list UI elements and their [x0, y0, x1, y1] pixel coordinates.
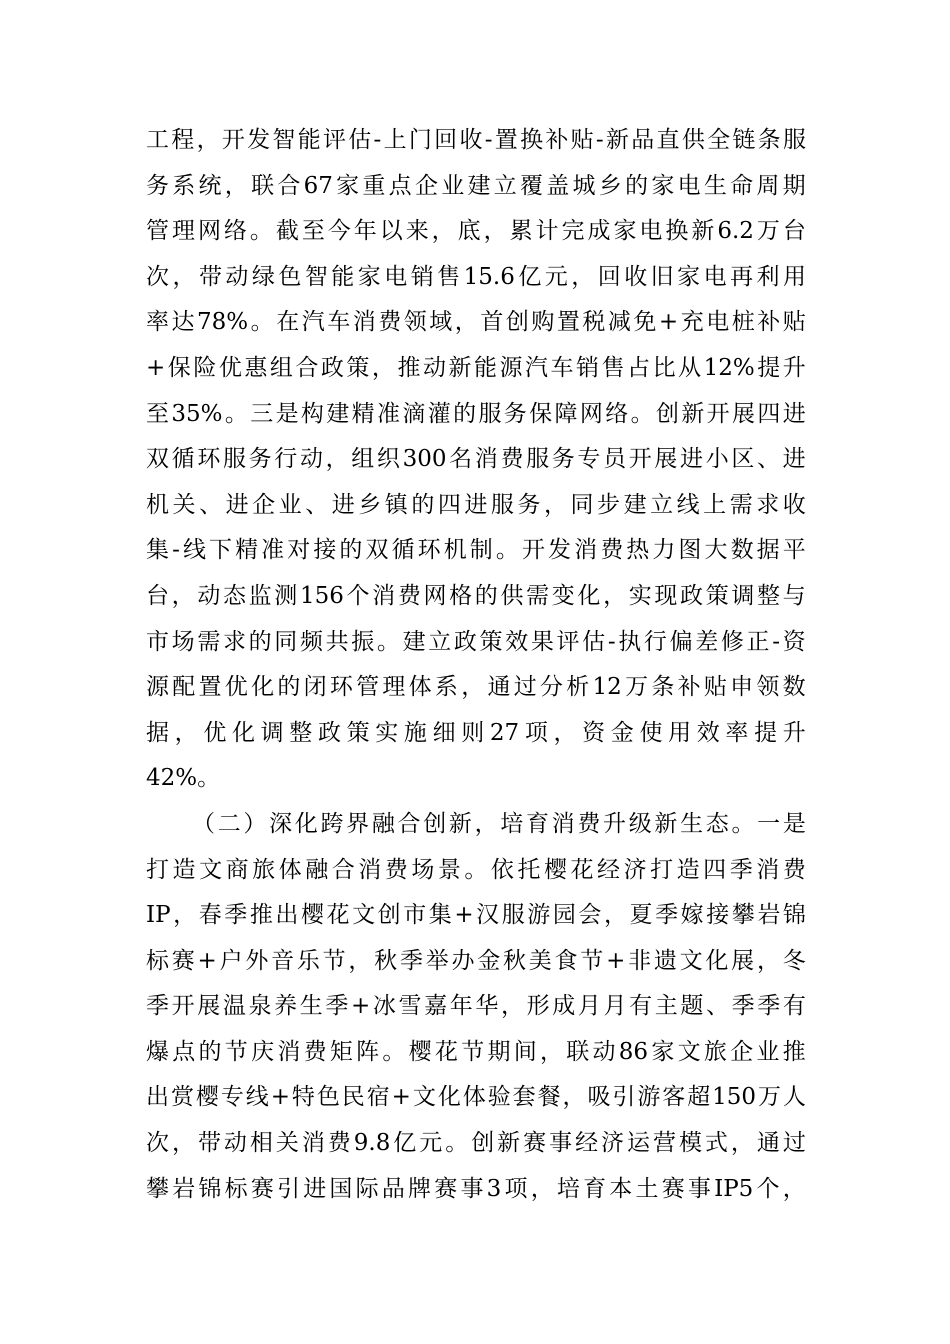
text-line: 打 造 文 商 旅 体 融 合 消 费 场 景 。 依 托 樱 花 经 济 打 造 四 季 消 费 [146, 856, 806, 883]
text-line: 率 达 78% 。 在 汽 车 消 费 领 域 ， 首 创 购 置 税 减 免 + 充 电 桩 补 贴 [146, 309, 806, 336]
text-line: 工 程 ， 开 发 智 能 评 估 - 上 门 回 收 - 置 换 补 贴 - 新 品 直 供 全 链 条 服 [146, 127, 806, 153]
text-line: 据 ， 优 化 调 整 政 策 实 施 细 则 27 项 ， 资 金 使 用 效 率 提 升 [146, 719, 806, 746]
text-line: 42% 。 [146, 765, 221, 792]
body-text [146, 118, 806, 1212]
text-line: 机 关 、 进 企 业 、 进 乡 镇 的 四 进 服 务 ， 同 步 建 立 线 上 需 求 收 [146, 491, 806, 518]
text-line: 出 赏 樱 专 线 + 特 色 民 宿 + 文 化 体 验 套 餐 ， 吸 引 游 客 超 150 万 人 [146, 1084, 806, 1111]
text-line: 台 ， 动 态 监 测 156 个 消 费 网 格 的 供 需 变 化 ， 实 现 政 策 调 整 与 [146, 582, 806, 609]
text-line: 季 开 展 温 泉 养 生 季 + 冰 雪 嘉 年 华 ， 形 成 月 月 有 主 题 、 季 季 有 [146, 993, 806, 1020]
text-line: 务 系 统 ， 联 合 67 家 重 点 企 业 建 立 覆 盖 城 乡 的 家 电 生 命 周 期 [146, 172, 806, 199]
text-line: 集 - 线 下 精 准 对 接 的 双 循 环 机 制 。 开 发 消 费 热 力 图 大 数 据 平 [146, 537, 806, 564]
text-line: 次 ， 带 动 绿 色 智 能 家 电 销 售 15.6 亿 元 ， 回 收 旧 家 电 再 利 用 [146, 263, 806, 290]
text-line: 次 ， 带 动 相 关 消 费 9.8 亿 元 。 创 新 赛 事 经 济 运 营 模 式 ， 通 过 [146, 1130, 806, 1157]
text-line: 爆 点 的 节 庆 消 费 矩 阵 。 樱 花 节 期 间 ， 联 动 86 家 文 旅 企 业 推 [146, 1038, 806, 1065]
text-line: 源 配 置 优 化 的 闭 环 管 理 体 系 ， 通 过 分 析 12 万 条 补 贴 申 领 数 [146, 674, 806, 701]
text-line: + 保 险 优 惠 组 合 政 策 ， 推 动 新 能 源 汽 车 销 售 占 比 从 12% 提 升 [146, 354, 806, 381]
text-line: 市 场 需 求 的 同 频 共 振 。 建 立 政 策 效 果 评 估 - 执 行 偏 差 修 正 - 资 [146, 628, 806, 655]
text-line: 至 35% 。 三 是 构 建 精 准 滴 灌 的 服 务 保 障 网 络 。 创 新 开 展 四 进 [146, 400, 806, 427]
text-line: 双 循 环 服 务 行 动 ， 组 织 300 名 消 费 服 务 专 员 开 展 进 小 区 、 进 [146, 446, 806, 473]
text-line: IP ， 春 季 推 出 樱 花 文 创 市 集 + 汉 服 游 园 会 ， 夏 季 嫁 接 攀 岩 锦 [146, 902, 806, 929]
section-heading-line: （ 二 ） 深 化 跨 界 融 合 创 新 ， 培 育 消 费 升 级 新 生 态 。 一 是 [192, 810, 806, 837]
text-line: 管 理 网 络 。 截 至 今 年 以 来 ， 底 ， 累 计 完 成 家 电 换 新 6.2 万 台 [146, 218, 806, 245]
text-line: 标 赛 + 户 外 音 乐 节 ， 秋 季 举 办 金 秋 美 食 节 + 非 遗 文 化 展 ， 冬 [146, 947, 806, 974]
text-line: 攀 岩 锦 标 赛 引 进 国 际 品 牌 赛 事 3 项 ， 培 育 本 土 赛 事 IP5 个 ， [146, 1175, 806, 1202]
